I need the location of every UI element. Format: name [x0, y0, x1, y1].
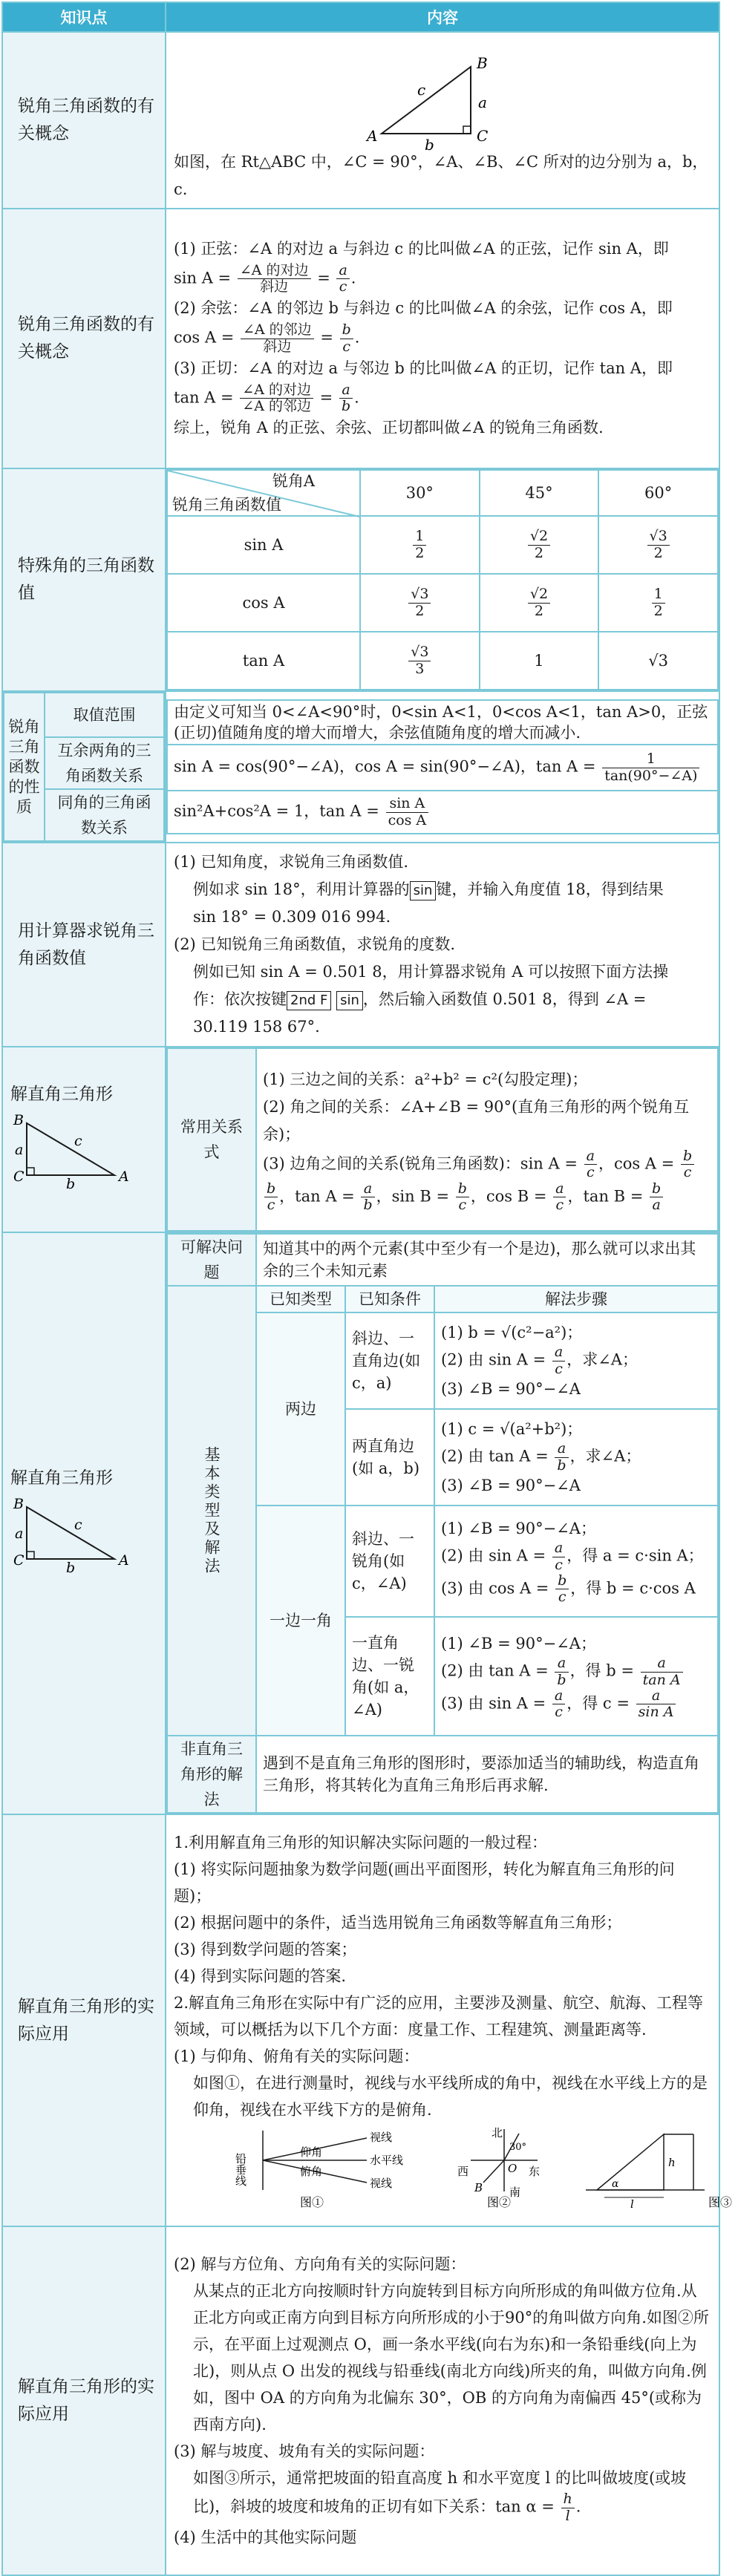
figure-3	[586, 2134, 732, 2211]
corner-top-label: 锐角A	[272, 472, 315, 490]
label-b: b	[425, 136, 434, 154]
denominator: 2	[534, 602, 544, 619]
row-content	[166, 1232, 719, 1814]
plumb-line-label: 铅垂线	[234, 2152, 247, 2186]
table-row	[2, 1047, 719, 1232]
numerator: ∠A 的对边	[238, 263, 311, 279]
label-C: C	[477, 127, 489, 145]
label-b: b	[66, 1559, 76, 1576]
row-title: 锐角三角函数的有关概念	[2, 32, 166, 209]
denominator: c	[339, 278, 347, 295]
condition: 斜边、一锐角(如 c，∠A)	[345, 1506, 434, 1617]
step-text: ，得 b =	[569, 1661, 634, 1680]
cosine-lhs: cos A =	[174, 328, 235, 347]
step	[441, 1540, 711, 1573]
figure-caption: 图①	[300, 2194, 324, 2209]
table-row	[2, 691, 719, 843]
value-cell	[480, 574, 599, 632]
condition: 斜边、一直角边(如 c，a)	[345, 1312, 434, 1409]
calc-text: 例如求 sin 18°，利用计算器的	[193, 880, 410, 898]
right-angle-mark	[463, 126, 471, 134]
non-right-label: 非直角三角形的解法	[167, 1736, 256, 1813]
step	[441, 1441, 711, 1474]
numerator: 1	[413, 529, 426, 545]
numerator: b	[340, 322, 353, 339]
table-row	[2, 32, 719, 209]
denominator: 2	[534, 544, 544, 561]
east-label: 东	[529, 2164, 541, 2178]
value-cell	[360, 574, 480, 632]
depression-angle-label: 俯角	[300, 2164, 323, 2178]
value-cell: 1	[480, 632, 599, 690]
label-a: a	[478, 94, 487, 111]
figure-1	[234, 2131, 403, 2209]
calc-result-2: 30.119 158 67°.	[193, 1018, 320, 1036]
value-cell	[598, 574, 718, 632]
row-title: 解直角三角形的实际应用	[2, 1814, 166, 2226]
non-right-text: 遇到不是直角三角形的图形时，要添加适当的辅助线，构造直角三角形，将其转化为直角三角形后再求解.	[256, 1736, 718, 1813]
angle-60: 60°	[598, 470, 718, 516]
numerator: a	[636, 1688, 676, 1704]
step-text: ，求∠A；	[566, 1350, 639, 1369]
step	[441, 1655, 711, 1688]
calc-text: 键，并输入角度值 18，得到结果	[436, 880, 664, 898]
label-c: c	[417, 81, 426, 99]
angle-30-label: 30°	[509, 2141, 527, 2153]
figure-caption: 图②	[487, 2194, 512, 2209]
label-B: B	[477, 54, 488, 72]
label-C: C	[13, 1168, 25, 1185]
numerator: √3	[408, 644, 431, 661]
steps	[434, 1506, 718, 1617]
numerator: a	[553, 1181, 566, 1197]
relations-table	[166, 1047, 719, 1232]
app-line: 从某点的正北方向按顺时针方向旋转到目标方向所形成的角叫做方位角.从正北方向或正南方向到目标方向所形成的小于90°的角叫做方向角.如图②所示，在平面上过观测点 O，画一条水平线(向右为东)和一条铅垂线(向上为北)，则从点 O 出发的视线与铅垂线(南北方向线)所夹的角，叫做方向角.例如，图中 OA 的方向角为北偏东 30°，OB 的方向角为南偏西 45°(或称为西南方向).	[193, 2282, 709, 2434]
special-angle-header	[167, 470, 718, 516]
value-cell: √3	[598, 632, 718, 690]
app-line: 1.利用解直角三角形的知识解决实际问题的一般过程：	[174, 1833, 548, 1851]
col-solution-steps: 解法步骤	[434, 1286, 718, 1312]
elevation-angle-label: 仰角	[300, 2145, 323, 2159]
denominator: 2	[653, 602, 663, 619]
steps	[434, 1617, 718, 1736]
figure-caption: 图③	[708, 2194, 733, 2209]
label-B: B	[13, 1495, 24, 1512]
types-label: 基本类型及解法	[167, 1286, 256, 1736]
denominator: c	[267, 1196, 275, 1213]
relation-2: (2) 角之间的关系：∠A+∠B = 90°(直角三角形的两个锐角互余)；	[263, 1097, 690, 1143]
step-text: ，求∠A；	[569, 1447, 641, 1465]
step: (1) c = √(a²+b²)；	[441, 1420, 583, 1439]
relation-text: ，tan B =	[567, 1186, 644, 1205]
step: (1) ∠B = 90°−∠A；	[441, 1635, 596, 1653]
denominator: sin A	[638, 1704, 674, 1721]
numerator: a	[552, 1344, 565, 1361]
right-triangle-figure	[359, 37, 508, 154]
row-title: 锐角三角函数的有关概念	[2, 209, 166, 468]
value-cell	[598, 516, 718, 574]
alpha-label: α	[612, 2177, 619, 2190]
denominator: c	[555, 1556, 563, 1573]
numerator: b	[650, 1181, 663, 1197]
sine-formula: sin A = $\frac{\text{∠A 的对边}}{\text{斜边}}$ = $\frac{a}{c}$ .	[174, 261, 356, 295]
definition-summary: 综上，锐角 A 的正弦、余弦、正切都叫做∠A 的锐角三角函数.	[174, 419, 604, 437]
calc-step-1: (1) 已知角度，求锐角三角函数值.	[174, 853, 409, 871]
solve-title-cell	[2, 1232, 166, 1814]
table-header-row	[2, 2, 719, 32]
numerator: √3	[647, 529, 670, 545]
sight-line-label: 视线	[370, 2176, 393, 2190]
denominator: b	[557, 1457, 566, 1474]
label-a: a	[15, 1525, 24, 1542]
denominator: b	[363, 1196, 373, 1213]
denominator: b	[341, 398, 351, 415]
tangent-formula: tan A = $\frac{\text{∠A 的对边}}{\text{∠A 的邻边}}$ = $\frac{a}{b}$ .	[174, 381, 359, 415]
step-text: (2) 由 sin A =	[441, 1350, 546, 1369]
row-title: 锐角三角函数的性质	[4, 693, 45, 841]
row-content	[166, 1814, 733, 2226]
step	[441, 1344, 711, 1377]
app-line: (2) 解与方位角、方向角有关的实际问题：	[174, 2255, 466, 2274]
denominator: tan A	[642, 1671, 681, 1688]
step	[441, 1688, 711, 1721]
numerator: h	[561, 2491, 575, 2508]
step	[441, 1573, 711, 1606]
denominator: 斜边	[263, 338, 292, 355]
denominator: c	[683, 1164, 692, 1181]
height-label: h	[668, 2155, 676, 2169]
numerator: 1	[602, 751, 699, 768]
denominator: tan(90°−∠A)	[604, 767, 698, 784]
type-two-sides: 两边	[256, 1312, 345, 1506]
point-o-label: O	[508, 2161, 517, 2175]
relations-label: 常用关系式	[167, 1048, 256, 1231]
numerator: a	[336, 263, 349, 279]
table-row	[2, 843, 719, 1047]
corner-bottom-label: 锐角三角函数值	[172, 496, 281, 514]
label-a: a	[15, 1141, 24, 1158]
row-title: 解直角三角形的实际应用	[2, 2226, 166, 2575]
denominator: c	[458, 1196, 467, 1213]
denominator: l	[565, 2507, 570, 2524]
denominator: c	[342, 338, 351, 355]
app-line: (4) 生活中的其他实际问题	[174, 2528, 357, 2546]
sight-line-label: 视线	[370, 2130, 393, 2144]
table-row	[2, 1814, 719, 2226]
numerator: b	[681, 1148, 694, 1165]
value-cell	[480, 516, 599, 574]
calc-text: ，然后输入函数值 0.501 8，得到 ∠A =	[362, 990, 647, 1008]
numerator: 1	[652, 586, 665, 603]
calc-example-1	[174, 876, 711, 903]
denominator: b	[557, 1671, 566, 1688]
width-label: l	[630, 2197, 634, 2211]
step-text: (2) 由 tan A =	[441, 1661, 549, 1680]
steps	[434, 1409, 718, 1506]
type-one-side-one-angle: 一边一角	[256, 1506, 345, 1736]
right-triangle-figure	[10, 1108, 137, 1190]
label-A: A	[119, 1168, 129, 1185]
2ndf-key: 2nd F	[287, 991, 331, 1010]
app-line: 2.解直角三角形在实际中有广泛的应用，主要涉及测量、航空、航海、工程等领域，可以概括为以下几个方面：度量工作、工程建筑、测量距离等.	[174, 1993, 704, 2039]
figure-2	[457, 2126, 540, 2209]
calc-example-2: 例如已知 sin A = 0.501 8，用计算器求锐角 A 可以按照下面方法操	[193, 963, 669, 981]
properties-content-table	[166, 699, 719, 834]
app-line: (3) 得到数学问题的答案；	[174, 1940, 357, 1958]
calc-text: 作：依次按键	[193, 990, 287, 1008]
denominator: cos A	[388, 811, 427, 828]
step-text: ，得 c =	[566, 1694, 630, 1713]
fraction	[241, 322, 314, 355]
label-b: b	[66, 1175, 76, 1192]
range-text: 由定义可知当 0<∠A<90°时，0<sin A<1，0<cos A<1，tan A>0，正弦(正切)值随角度的增大而增大，余弦值随角度的增大而减小.	[167, 700, 718, 745]
calc-keys-line	[174, 986, 711, 1013]
function-name: cos A	[167, 574, 360, 632]
properties-content-cell	[166, 691, 719, 843]
col-known-condition: 已知条件	[345, 1286, 434, 1312]
relation-text: ，sin B =	[376, 1186, 450, 1205]
step: (3) ∠B = 90°−∠A	[441, 1379, 581, 1398]
numerator: √3	[408, 586, 431, 603]
sine-lhs: sin A =	[174, 268, 232, 287]
table-row	[2, 2226, 719, 2575]
relation-3-cont	[263, 1181, 711, 1214]
complementary-label: 互余两角的三角函数关系	[45, 737, 164, 789]
special-angle-table	[166, 469, 719, 690]
numerator: ∠A 的对边	[240, 382, 313, 399]
app-line: (1) 与仰角、俯角有关的实际问题：	[174, 2047, 419, 2065]
table-row	[2, 209, 719, 468]
condition: 一直角边、一锐角(如 a，∠A)	[345, 1617, 434, 1736]
cos-row	[167, 574, 718, 632]
denominator: 2	[415, 544, 425, 561]
function-name: sin A	[167, 516, 360, 574]
app-line: (1) 将实际问题抽象为数学问题(画出平面图形，转化为解直角三角形的问题)；	[174, 1860, 675, 1905]
triangle-description: 如图，在 Rt△ABC 中，∠C = 90°，∠A、∠B、∠C 所对的边分别为 a，b，c.	[174, 153, 708, 198]
row-content	[166, 209, 719, 468]
relation-text: ，tan A =	[279, 1186, 355, 1205]
numerator: √2	[528, 529, 550, 545]
step-text: (2) 由 sin A =	[441, 1546, 546, 1565]
numerator: a	[552, 1540, 565, 1557]
function-name: tan A	[167, 632, 360, 690]
calc-result-1: sin 18° = 0.309 016 994.	[193, 908, 391, 926]
denominator: ∠A 的邻边	[242, 398, 311, 415]
properties-title-table	[3, 692, 165, 842]
relation-text: (3) 边角之间的关系(锐角三角函数)：sin A =	[263, 1154, 578, 1173]
numerator: b	[555, 1573, 569, 1589]
fraction	[240, 382, 313, 415]
step: (1) b = √(c²−a²)；	[441, 1324, 583, 1342]
numerator: ∠A 的邻边	[241, 322, 314, 339]
numerator: a	[339, 382, 353, 399]
numerator: a	[555, 1655, 568, 1672]
step: (1) ∠B = 90°−∠A；	[441, 1520, 596, 1538]
application-figures	[218, 2123, 738, 2212]
col-known-type: 已知类型	[256, 1286, 345, 1312]
complementary-formula: sin A = cos(90°−∠A)，cos A = sin(90°−∠A)，tan A =	[174, 757, 596, 776]
horizontal-line-label: 水平线	[370, 2153, 404, 2167]
solvable-text: 知道其中的两个元素(其中至少有一个是边)，那么就可以求出其余的三个未知元素	[256, 1234, 718, 1286]
angle-30: 30°	[360, 470, 480, 516]
label-c: c	[74, 1132, 82, 1149]
denominator: c	[555, 1196, 564, 1213]
step-text: (2) 由 tan A =	[441, 1447, 549, 1465]
properties-title-cell	[2, 691, 166, 843]
angle-45: 45°	[480, 470, 599, 516]
denominator: 2	[415, 602, 425, 619]
condition: 两直角边(如 a，b)	[345, 1409, 434, 1506]
fraction	[238, 263, 311, 295]
label-A: A	[367, 127, 378, 145]
step-text: ，得 b = c·cos A	[570, 1579, 696, 1598]
steps	[434, 1312, 718, 1409]
app-line: (4) 得到实际问题的答案.	[174, 1967, 347, 1985]
denominator: 2	[653, 544, 663, 561]
same-angle-formula: sin²A+cos²A = 1，tan A =	[174, 802, 379, 820]
calc-step-2: (2) 已知锐角三角函数值，求锐角的度数.	[174, 935, 456, 953]
app-line: 如图③所示，通常把坡面的铅直高度 h 和水平宽度 l 的比叫做坡度(或坡比)，斜坡的坡度和坡角的正切有如下关系：tan α = $\frac{h}{l}$ .	[193, 2469, 687, 2524]
cosine-formula: cos A = $\frac{\text{∠A 的邻边}}{\text{斜边}}$ = $\frac{b}{c}$ .	[174, 321, 360, 355]
sin-key: sin	[336, 991, 363, 1010]
west-label: 西	[457, 2164, 469, 2178]
numerator: a	[641, 1655, 683, 1672]
step: (3) ∠B = 90°−∠A	[441, 1476, 581, 1494]
numerator: a	[555, 1441, 568, 1457]
numerator: a	[361, 1181, 374, 1197]
app-line: (3) 解与坡度、坡角有关的实际问题：	[174, 2442, 435, 2461]
south-label: 南	[509, 2185, 521, 2199]
step-text: (3) 由 sin A =	[441, 1694, 546, 1713]
tangent-definition: (3) 正切：∠A 的对边 a 与邻边 b 的比叫做∠A 的正切，记作 tan A，即	[174, 359, 673, 377]
value-cell	[360, 632, 480, 690]
table-row	[2, 1232, 719, 1814]
row-title: 解直角三角形	[10, 1084, 113, 1104]
diagonal-header-cell	[167, 470, 360, 516]
numerator: b	[456, 1181, 469, 1197]
sin-row	[167, 516, 718, 574]
tangent-lhs: tan A =	[174, 388, 234, 407]
row-content	[166, 2226, 719, 2575]
step-text: ，得 a = c·sin A；	[566, 1546, 704, 1565]
complementary-text	[167, 745, 718, 791]
same-angle-text	[167, 791, 718, 834]
fraction	[336, 263, 349, 295]
denominator: c	[555, 1360, 563, 1377]
label-A: A	[119, 1552, 129, 1569]
app-line: 如图①，在进行测量时，视线与水平线所成的角中，视线在水平线上方的是仰角，视线在水平线下方的是俯角.	[193, 2073, 708, 2119]
row-content	[166, 32, 719, 209]
solving-table	[166, 1233, 719, 1814]
same-angle-label: 同角的三角函数关系	[45, 789, 164, 841]
row-content	[166, 843, 719, 1047]
fraction	[340, 322, 353, 355]
numerator: a	[552, 1688, 565, 1704]
relation-1: (1) 三边之间的关系：a²+b² = c²(勾股定理)；	[263, 1070, 588, 1088]
row-title: 特殊角的三角函数值	[2, 468, 166, 691]
row-content	[166, 1047, 719, 1232]
slope-text: 如图③所示，通常把坡面的铅直高度 h 和水平宽度 l 的比叫做坡度(或坡比)，斜坡的坡度和坡角的正切有如下关系：tan α =	[193, 2469, 687, 2516]
label-B: B	[13, 1111, 24, 1128]
solve-title-cell	[2, 1047, 166, 1232]
denominator: a	[652, 1196, 661, 1213]
denominator: c	[558, 1589, 566, 1606]
numerator: a	[584, 1148, 597, 1165]
step-text: (3) 由 cos A =	[441, 1579, 549, 1598]
knowledge-table	[1, 1, 733, 2576]
numerator: √2	[528, 586, 550, 603]
value-cell	[360, 516, 480, 574]
solvable-label: 可解决问题	[167, 1234, 256, 1286]
range-label: 取值范围	[45, 693, 164, 737]
header-content: 内容	[166, 2, 719, 32]
header-knowledge-point: 知识点	[2, 2, 166, 32]
sin-key: sin	[410, 881, 437, 900]
row-title: 用计算器求锐角三角函数值	[2, 843, 166, 1047]
relation-text: ，cos A =	[598, 1154, 675, 1173]
row-content	[166, 468, 719, 691]
fraction	[339, 382, 353, 415]
north-label: 北	[492, 2125, 503, 2139]
denominator: c	[586, 1164, 595, 1181]
point-b-label: B	[474, 2180, 483, 2194]
sine-definition: (1) 正弦：∠A 的对边 a 与斜边 c 的比叫做∠A 的正弦，记作 sin A，即	[174, 239, 669, 258]
table-row	[2, 468, 719, 691]
label-c: c	[74, 1516, 82, 1533]
right-triangle-figure	[10, 1492, 137, 1574]
denominator: 斜边	[260, 278, 289, 295]
denominator: 3	[415, 660, 425, 677]
triangle-shape	[382, 67, 471, 134]
denominator: c	[555, 1704, 563, 1721]
relation-text: ，cos B =	[470, 1186, 547, 1205]
tan-row	[167, 632, 718, 690]
relations-content	[256, 1048, 718, 1231]
app-line: (2) 根据问题中的条件，适当选用锐角三角函数等解直角三角形；	[174, 1913, 622, 1932]
relation-3	[263, 1148, 711, 1181]
label-C: C	[13, 1552, 25, 1569]
numerator: sin A	[386, 796, 429, 812]
numerator: b	[264, 1181, 278, 1197]
cosine-definition: (2) 余弦：∠A 的邻边 b 与斜边 c 的比叫做∠A 的余弦，记作 cos A，即	[174, 299, 673, 318]
row-title: 解直角三角形	[10, 1468, 113, 1488]
